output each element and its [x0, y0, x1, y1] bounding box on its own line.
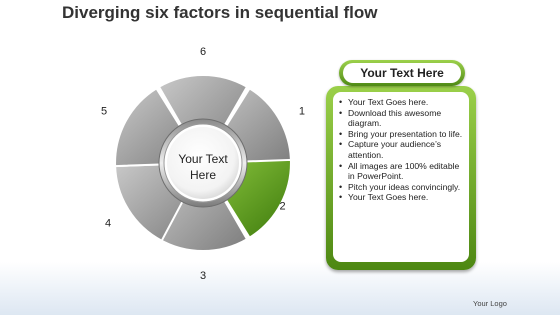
arrow-number-1: 1	[298, 105, 305, 118]
six-factor-diagram	[70, 36, 330, 286]
arrow-number-2: 2	[279, 200, 286, 213]
arrow-number-4: 4	[104, 217, 112, 230]
arrow-number-5: 5	[101, 105, 108, 118]
arrow-number-6: 6	[199, 46, 207, 58]
panel-header	[339, 60, 465, 86]
slide-title: Diverging six factors in sequential flow	[62, 3, 378, 22]
bullet-item: • Your Text Goes here.	[339, 97, 465, 108]
center-text-line1: Your Text	[178, 152, 228, 166]
text-panel	[325, 60, 495, 275]
bullet-item: • Pitch your ideas convincingly.	[339, 182, 465, 193]
bullet-list	[333, 92, 469, 203]
logo-text: Your Logo	[473, 299, 507, 308]
arrow-number-3: 3	[199, 270, 207, 282]
panel-header-label: Your Text Here	[343, 63, 461, 83]
center-hub	[159, 119, 247, 207]
bullet-item: • Your Text Goes here.	[339, 192, 465, 203]
bullet-item: • All images are 100% editable in PowerPoint.	[339, 161, 465, 182]
panel-box-inner	[333, 92, 469, 262]
bullet-item: • Capture your audience’s attention.	[339, 139, 465, 160]
panel-box	[326, 86, 476, 270]
bullet-item: • Download this awesome diagram.	[339, 108, 465, 129]
center-text-line2: Here	[189, 168, 217, 182]
bullet-item: • Bring your presentation to life.	[339, 129, 465, 140]
